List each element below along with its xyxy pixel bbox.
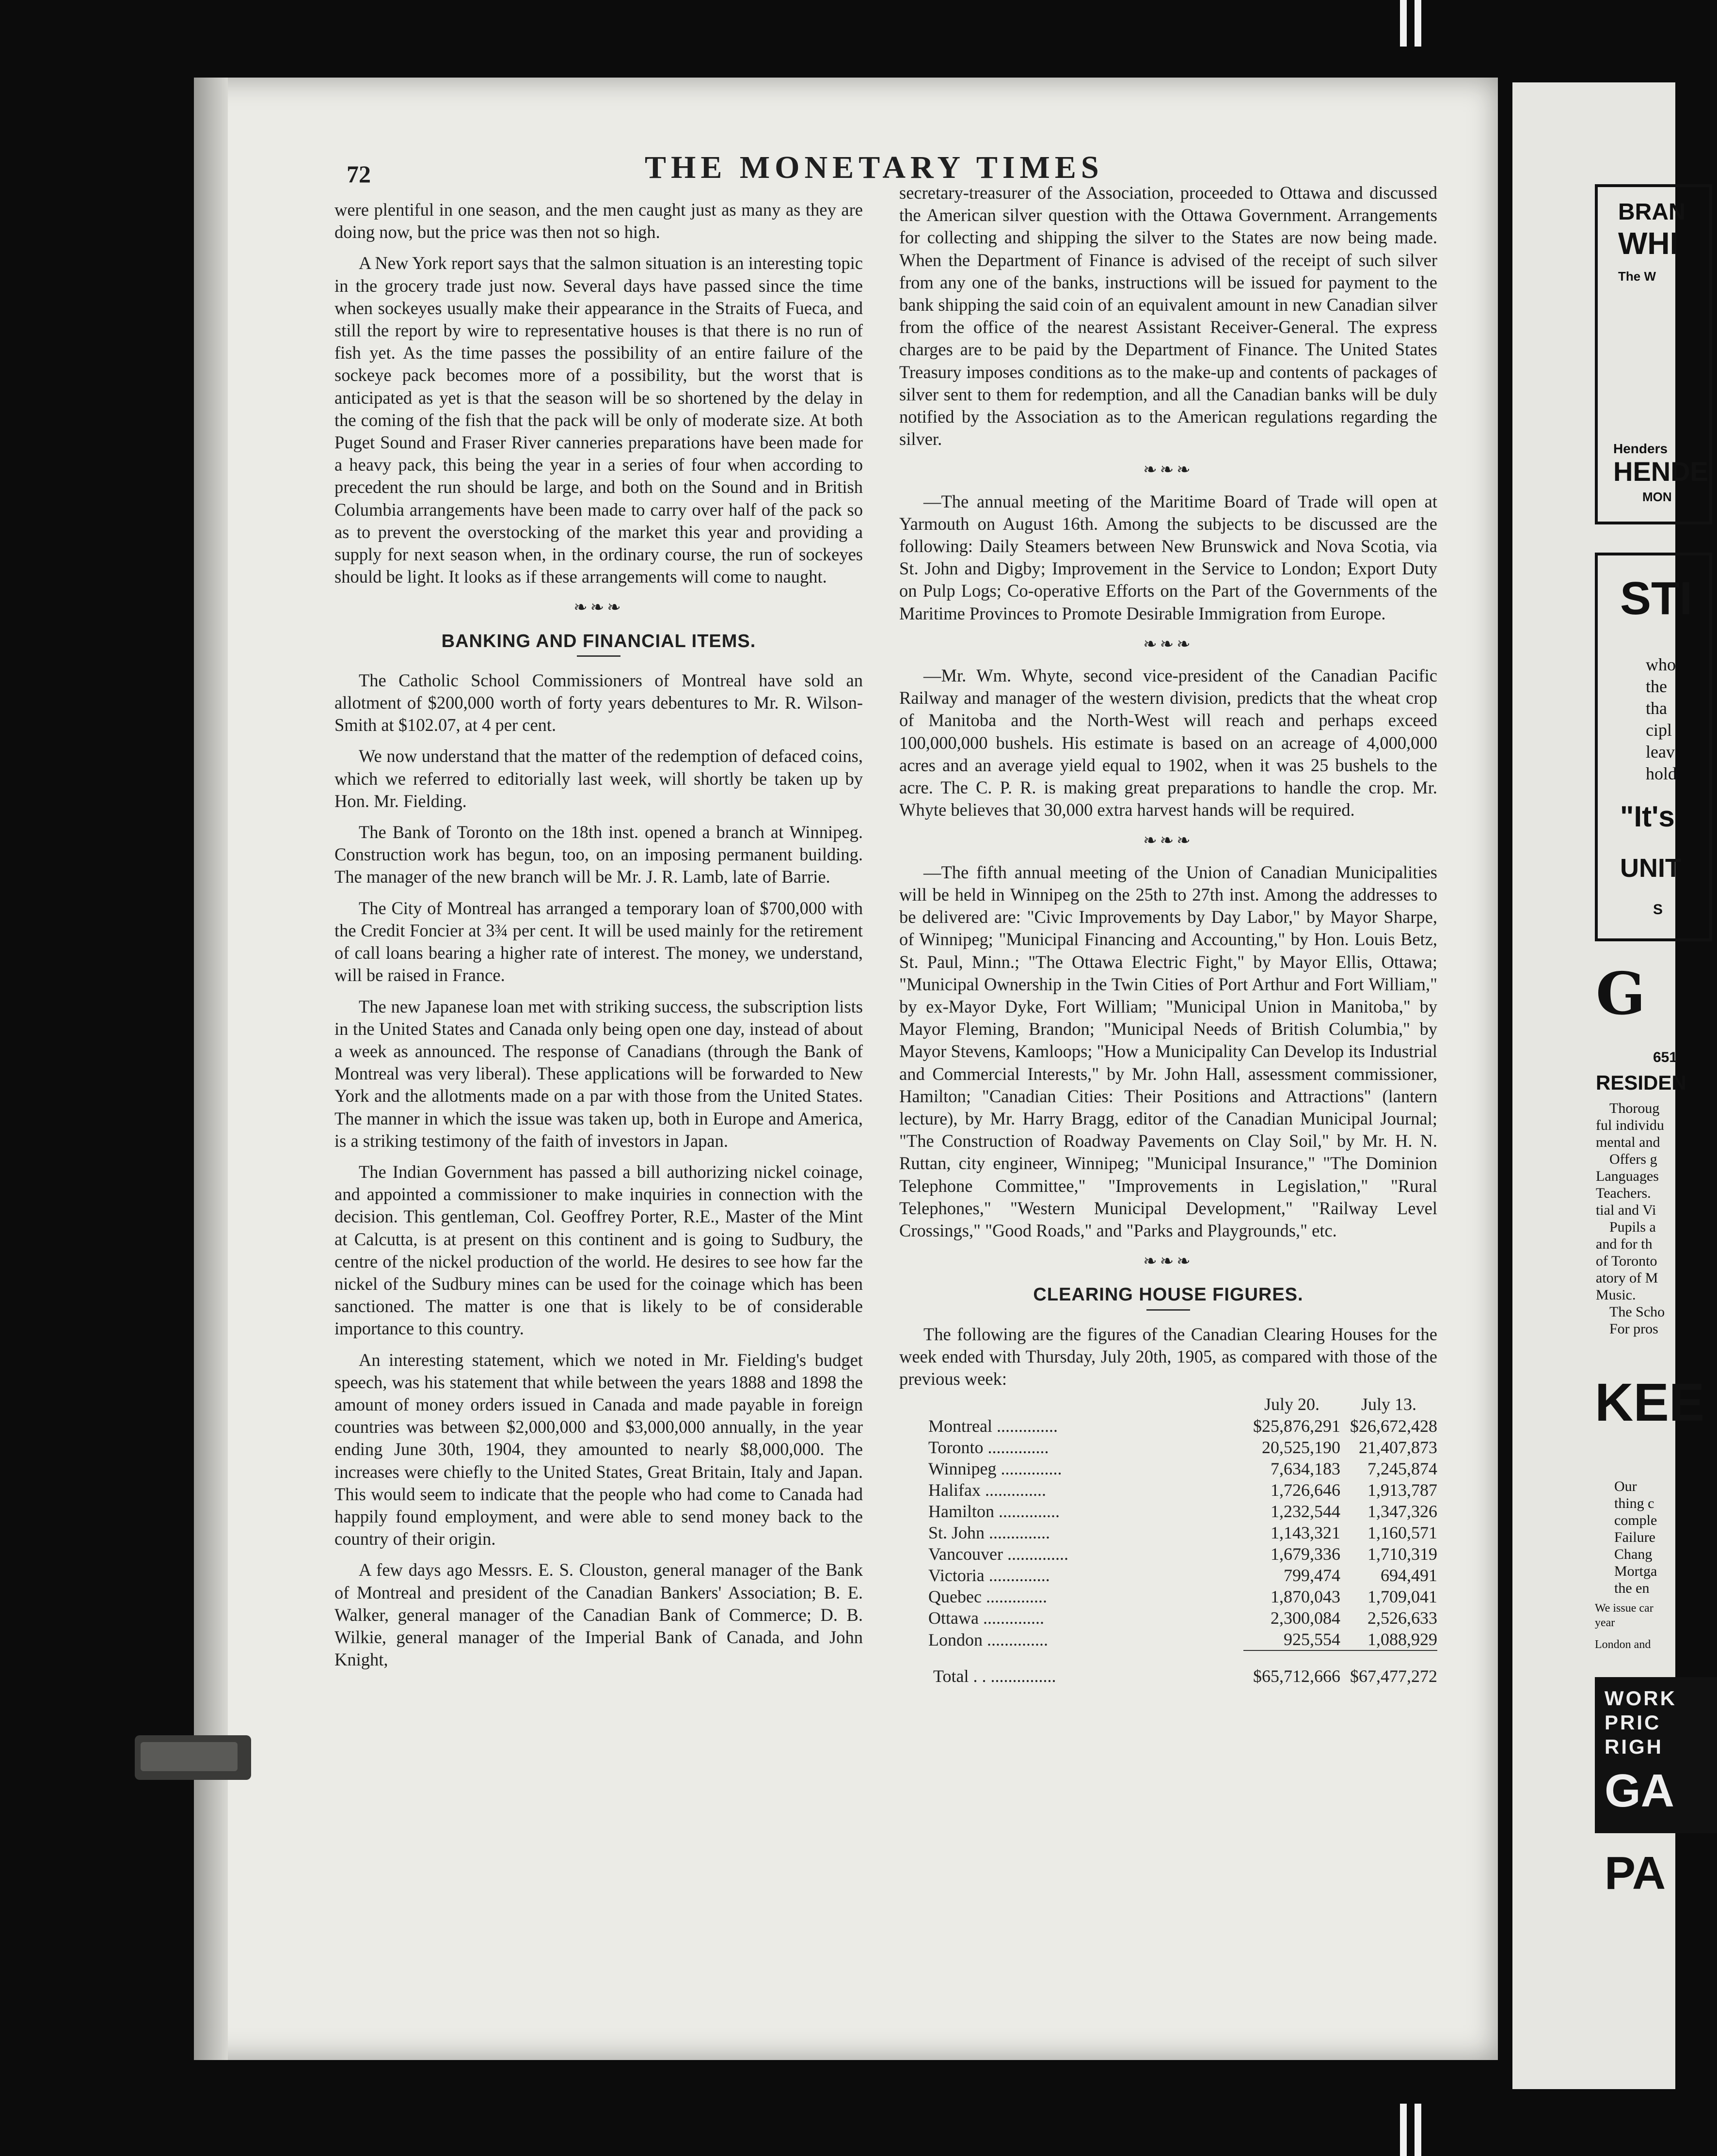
left-column — [334, 199, 863, 1671]
value-july13: 1,088,929 — [1367, 1630, 1437, 1649]
city-name: Vancouver .............. — [928, 1544, 1068, 1564]
value-july20: 925,554 — [1284, 1630, 1340, 1649]
right-column — [899, 182, 1437, 1687]
masthead: THE MONETARY TIMES — [645, 150, 1104, 185]
ad-text: HENDE — [1613, 456, 1709, 487]
ad-text: We issue car — [1595, 1602, 1653, 1615]
ad-text: thing c — [1614, 1495, 1654, 1511]
ad-text: Languages — [1596, 1168, 1659, 1184]
value-july20: 2,300,084 — [1271, 1608, 1340, 1628]
paragraph-salmon-report: A New York report says that the salmon situation is an interesting topic in the grocery trade just now. Several days have passed since the time when sockeyes usually make their appearance in the Straits of Fueca, and still the report by wire to representative houses is that there is no run of fish yet. As the time passes the possibility of an entire failure of the sockeye pack becomes more of a possibility, but the worst that is anticipated as yet is that the season will be so shortened by the delay in the coming of the fish that the pack will be only of moderate size. At both Puget Sound and Fraser River canneries preparations have been made for a heavy pack, this being the year in a series of four when according to precedent the run should be large, and both on the Sound and in British Columbia arrangements have been made to carry over half of the pack so as to prevent the overstocking of the market this year and providing a supply for next season when, in the ordinary course, the run of sockeyes should be light. It looks as if these arrangements will come to naught. — [334, 253, 863, 587]
section-title-clearing: CLEARING HOUSE FIGURES. — [1033, 1284, 1304, 1305]
ad-text: tial and Vi — [1596, 1202, 1656, 1218]
total-july20: $65,712,666 — [1243, 1650, 1340, 1687]
ad-text: Chang — [1614, 1546, 1653, 1562]
section-ornament: ❧❧❧ — [1143, 1252, 1193, 1271]
ad-text: WHI — [1618, 226, 1679, 261]
section-ornament: ❧❧❧ — [1143, 635, 1193, 653]
banking-item: An interesting statement, which we noted in Mr. Fielding's budget speech, was his statement that while between the years 1888 and 1898 the amount of money orders issued in Canada and made payable in foreign countries was between $2,000,000 and $3,000,000 annually, in the year ending June 30th, 1904, they amounted to nearly $8,000,000. The increases were chiefly to the United States, Great Britain, Italy and Japan. This would seem to indicate that the people who had come to Canada had happily found employment, and were able to send money back to the country of their origin. — [334, 1349, 863, 1549]
ad-text: "It's — [1620, 800, 1675, 833]
ad-text: hold — [1646, 764, 1677, 783]
banking-item: We now understand that the matter of the redemption of defaced coins, which we referred to editorially last week, will shortly be taken up by Hon. Mr. Fielding. — [334, 746, 863, 811]
value-july13: 1,160,571 — [1367, 1523, 1437, 1543]
table-row — [899, 1629, 1437, 1650]
value-july13: $26,672,428 — [1350, 1416, 1437, 1436]
table-row — [899, 1479, 1437, 1501]
ad-text: leav — [1646, 742, 1675, 761]
section-rule — [1146, 1309, 1190, 1311]
value-july13: 1,347,326 — [1367, 1502, 1437, 1522]
ad-text: of Toronto — [1596, 1253, 1657, 1269]
value-july20: 1,726,646 — [1271, 1480, 1340, 1500]
table-row — [899, 1522, 1437, 1543]
paragraph-salmon-continued: were plentiful in one season, and the men caught just as many as they are doing now, but the price was then not so high. — [334, 200, 863, 242]
ad-text: GA — [1605, 1765, 1674, 1817]
ad-text: PA — [1605, 1847, 1666, 1899]
ad-text: G — [1596, 960, 1646, 1028]
ad-text: the en — [1614, 1580, 1650, 1596]
banking-item: The Bank of Toronto on the 18th inst. opened a branch at Winnipeg. Construction work has begun, too, on an imposing permanent building. The manager of the new branch will be Mr. J. R. Lamb, late of Barrie. — [334, 822, 863, 887]
ad-text: Teachers. — [1596, 1185, 1651, 1201]
adjacent-page-cropped — [1512, 82, 1709, 2089]
ad-text: Thoroug — [1609, 1100, 1660, 1116]
banking-item: The Indian Government has passed a bill authorizing nickel coinage, and appointed a commissioner to make inquiries in connection with the decision. This gentleman, Col. Geoffrey Porter, R.E., Master of the Mint at Calcutta, is at present on this continent and is going to Sudbury, the centre of the nickel production of the world. He desires to see how far the nickel of the Sudbury mines can be used for the coinage which has been sanctioned. The matter is one that is likely to be of considerable importance to this country. — [334, 1161, 863, 1339]
clearing-intro: The following are the figures of the Canadian Clearing Houses for the week ended with Thursday, July 20th, 1905, as compared with those of the previous week: — [899, 1324, 1437, 1389]
value-july20: 7,634,183 — [1271, 1459, 1340, 1479]
banking-item: The City of Montreal has arranged a temporary loan of $700,000 with the Credit Foncier at 3¾ per cent. It will be used mainly for the retirement of call loans bearing a higher rate of interest. The money, we understand, will be raised in France. — [334, 898, 863, 985]
table-row — [899, 1586, 1437, 1607]
ad-text: RIGH — [1605, 1735, 1663, 1758]
value-july13: 1,710,319 — [1367, 1544, 1437, 1564]
ad-text: PRIC — [1605, 1711, 1661, 1734]
film-mark — [1415, 0, 1421, 47]
banking-item: The Catholic School Commissioners of Montreal have sold an allotment of $200,000 worth of forty years debentures to Mr. R. Wilson-Smith at $102.07, at 4 per cent. — [334, 670, 863, 735]
ad-text: year — [1595, 1617, 1615, 1629]
table-header: July 13. — [1361, 1395, 1416, 1414]
city-name: Toronto .............. — [928, 1438, 1049, 1458]
city-name: Halifax .............. — [928, 1480, 1046, 1500]
city-name: Montreal .............. — [928, 1416, 1058, 1436]
ad-text: tha — [1646, 698, 1667, 718]
value-july20: 799,474 — [1284, 1566, 1340, 1585]
ad-text: RESIDEN — [1596, 1071, 1686, 1094]
ad-text: Failure — [1614, 1529, 1655, 1545]
ad-text: mental and — [1596, 1134, 1660, 1150]
ad-text: Offers g — [1609, 1151, 1657, 1167]
table-row — [899, 1415, 1437, 1437]
value-july13: 1,913,787 — [1367, 1480, 1437, 1500]
banking-item: A few days ago Messrs. E. S. Clouston, general manager of the Bank of Montreal and president of the Canadian Bankers' Association; B. E. Walker, general manager of the Canadian Bank of Commerce; D. B. Wilkie, general manager of the Imperial Bank of Canada, and John Knight, — [334, 1560, 863, 1670]
news-item-whyte: —Mr. Wm. Whyte, second vice-president of the Canadian Pacific Railway and manager of the western division, predicts that the wheat crop of Manitoba and the North-West will reach and perhaps exceed 100,000,000 bushels. His estimate is based on an acreage of 4,000,000 acres and an average yield equal to 1902, when it was 25 bushels to the acre. The C. P. R. is making great preparations to handle the crop. Mr. Whyte believes that 30,000 extra harvest hands will be required. — [899, 666, 1437, 820]
ad-text: WORK — [1605, 1687, 1677, 1710]
film-mark — [1400, 0, 1407, 47]
table-row — [899, 1543, 1437, 1565]
ad-text: cipl — [1646, 720, 1672, 740]
city-name: London .............. — [928, 1630, 1048, 1649]
clearing-house-table — [899, 1393, 1437, 1687]
ad-text: Mortga — [1614, 1563, 1657, 1579]
city-name: Hamilton .............. — [928, 1502, 1060, 1522]
value-july20: 1,232,544 — [1271, 1502, 1340, 1522]
ad-text: UNIT — [1620, 854, 1681, 883]
news-item-maritime: —The annual meeting of the Maritime Board of Trade will open at Yarmouth on August 16th. Among the subjects to be discussed are the following: Daily Steamers between New Brunswick and Nova Scotia, via St. John and Digby; Improvement in the Service to London; Export Duty on Pulp Logs; Co-operative Efforts on the Part of the Governments of the Maritime Provinces to Promote Desirable Immigration from Europe. — [899, 491, 1437, 623]
section-ornament: ❧❧❧ — [573, 599, 624, 617]
table-total-row — [899, 1650, 1437, 1687]
ad-text: Henders — [1613, 441, 1668, 456]
value-july20: 1,870,043 — [1271, 1587, 1340, 1607]
table-row — [899, 1607, 1437, 1629]
table-header: July 20. — [1264, 1395, 1320, 1414]
ad-text: the — [1646, 677, 1667, 696]
ad-text: comple — [1614, 1512, 1657, 1528]
ad-text: atory of M — [1596, 1270, 1658, 1286]
news-item-union: —The fifth annual meeting of the Union of Canadian Municipalities will be held in Winnipeg on the 25th to 27th inst. Among the addresses to be delivered are: "Civic Improvements by Day Labor," by Mayor Sharpe, of Winnipeg; "Municipal Financing and Accounting," by Hon. Louis Betz, St. Paul, Minn.; "The Ottawa Electric Fight," by Mayor Ellis, Ottawa; "Municipal Ownership in the Twin Cities of Port Arthur and Fort William," by ex-Mayor Dyke, Fort William; "Municipal Union in Manitoba," by Mayor Fleming, Brandon; "Municipal Needs of British Columbia," by Mayor Stevens, Kamloops; "How a Municipality Can Develop its Industrial and Commercial Interests," by Mr. John Hall, assessment commissioner, Hamilton; "Canadian Cities: Their Positions and Attractions" (lantern lecture), by Mr. Harry Bragg, editor of the Canadian Municipal Journal; "The Construction of Roadway Pavements on Clay Soil," by Mr. H. N. Ruttan, city engineer, Winnipeg; "Municipal Insurance," "The Dominion Telephone Committee," "Improvements in Legislation," "Rural Telephones," "Western Municipal Development," "Railway Level Crossings," "Good Roads," and "Parks and Playgrounds," etc. — [899, 862, 1437, 1240]
section-ornament: ❧❧❧ — [1143, 461, 1193, 479]
ad-text: For pros — [1609, 1321, 1658, 1337]
value-july13: 694,491 — [1381, 1566, 1437, 1585]
ad-text: S — [1653, 902, 1663, 918]
section-ornament: ❧❧❧ — [1143, 832, 1193, 850]
value-july13: 1,709,041 — [1367, 1587, 1437, 1607]
newspaper-page — [194, 78, 1498, 2060]
ad-text: KEE — [1595, 1373, 1705, 1432]
banking-item: The new Japanese loan met with striking success, the subscription lists in the United States and Canada only being open one day, instead of about a week as announced. The response of Canadians (through the Bank of Montreal was very liberal). These applications will be forwarded to New York and the allotments made on a par with those from the United States. The manner in which the issue was taken up, both in Europe and America, is a striking testimony of the faith of investors in Japan. — [334, 996, 863, 1151]
value-july20: 20,525,190 — [1262, 1438, 1340, 1458]
city-name: Ottawa .............. — [928, 1608, 1044, 1628]
value-july20: 1,143,321 — [1271, 1523, 1340, 1543]
table-row — [899, 1565, 1437, 1586]
city-name: St. John .............. — [928, 1523, 1050, 1543]
section-title-banking: BANKING AND FINANCIAL ITEMS. — [441, 631, 756, 651]
table-row — [899, 1437, 1437, 1458]
value-july20: 1,679,336 — [1271, 1544, 1340, 1564]
ad-text: Music. — [1596, 1287, 1636, 1303]
film-mark — [1400, 2104, 1407, 2156]
value-july20: $25,876,291 — [1253, 1416, 1340, 1436]
value-july13: 21,407,873 — [1359, 1438, 1437, 1458]
ad-text: 651 — [1653, 1049, 1678, 1065]
value-july13: 2,526,633 — [1367, 1608, 1437, 1628]
binder-clip — [131, 1726, 257, 1789]
ad-text: BRAN — [1618, 199, 1685, 225]
city-name: Winnipeg .............. — [928, 1459, 1062, 1479]
ad-text: who — [1646, 655, 1676, 674]
ad-text: London and — [1595, 1638, 1651, 1651]
value-july13: 7,245,874 — [1367, 1459, 1437, 1479]
ad-text: The Scho — [1609, 1304, 1665, 1320]
page-number: 72 — [347, 160, 371, 188]
ad-text: ful individu — [1596, 1117, 1664, 1133]
ad-text: MON — [1642, 490, 1672, 504]
table-row — [899, 1458, 1437, 1479]
ad-text: and for th — [1596, 1236, 1653, 1252]
ad-text: STI — [1620, 572, 1693, 624]
film-mark — [1415, 2104, 1421, 2156]
total-july13: $67,477,272 — [1340, 1650, 1437, 1687]
city-name: Quebec .............. — [928, 1587, 1047, 1607]
table-row — [899, 1501, 1437, 1522]
city-name: Victoria .............. — [928, 1566, 1050, 1585]
total-label: Total . . ............... — [933, 1666, 1056, 1686]
section-rule — [577, 655, 620, 657]
ad-text: Pupils a — [1609, 1219, 1656, 1235]
ad-text: The W — [1618, 269, 1656, 284]
ad-text: Our — [1614, 1478, 1637, 1494]
paragraph-silver-continued: secretary-treasurer of the Association, proceeded to Ottawa and discussed the American silver question with the Ottawa Government. Arrangements for collecting and shipping the silver to the States are now being made. When the Department of Finance is advised of the receipt of such silver from any one of the banks, instructions will be issued for payment to the bank shipping the said coin of an equivalent amount in new Canadian silver from the office of the nearest Assistant Receiver-General. The express charges are to be paid by the Department of Finance. The United States Treasury imposes conditions as to the make-up and contents of packages of silver sent to them for redemption, and all the Canadian banks will be duly notified by the Association as to the American regulations regarding the silver. — [899, 183, 1437, 449]
